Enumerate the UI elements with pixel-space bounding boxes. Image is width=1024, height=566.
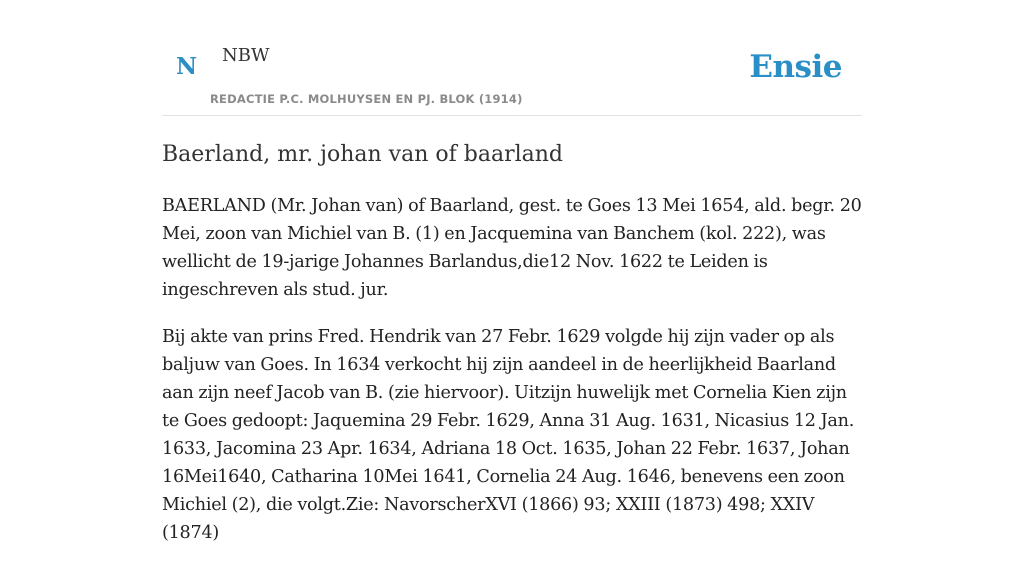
source-logo[interactable]: N xyxy=(176,53,198,80)
source-subtitle: REDACTIE P.C. MOLHUYSEN EN PJ. BLOK (1914) xyxy=(210,92,523,106)
article-title: Baerland, mr. johan van of baarland xyxy=(162,142,563,167)
ensie-logo-link[interactable]: Ensie xyxy=(749,49,842,85)
article-paragraph: Bij akte van prins Fred. Hendrik van 27 Febr. 1629 volgde hij zijn vader op als baljuw van Goes. In 1634 verkocht hij zijn aandeel in de heerlijkheid Baarland aan zijn neef Jacob van B. (zie hiervoor). Uitzijn huwelijk met Cornelia Kien zijn te Goes gedoopt: Jaquemina 29 Febr. 1629, Anna 31 Aug. 1631, Nicasius 12 Jan. 1633, Jacomina 23 Apr. 1634, Adriana 18 Oct. 1635, Johan 22 Febr. 1637, Johan 16Mei1640, Catharina 10Mei 1641, Cornelia 24 Aug. 1646, benevens een zoon Michiel (2), die volgt.Zie: NavorscherXVI (1866) 93; XXIII (1873) 498; XXIV (1874) xyxy=(162,327,855,543)
source-name-link[interactable]: NBW xyxy=(222,45,270,66)
article-header xyxy=(162,0,862,116)
article-paragraph: BAERLAND (Mr. Johan van) of Baarland, gest. te Goes 13 Mei 1654, ald. begr. 20 Mei, zoon van Michiel van B. (1) en Jacquemina van Banchem (kol. 222), was wellicht de 19-jarige Johannes Barlandus,die12 Nov. 1622 te Leiden is ingeschreven als stud. jur. xyxy=(162,196,862,300)
article-body xyxy=(162,192,862,566)
